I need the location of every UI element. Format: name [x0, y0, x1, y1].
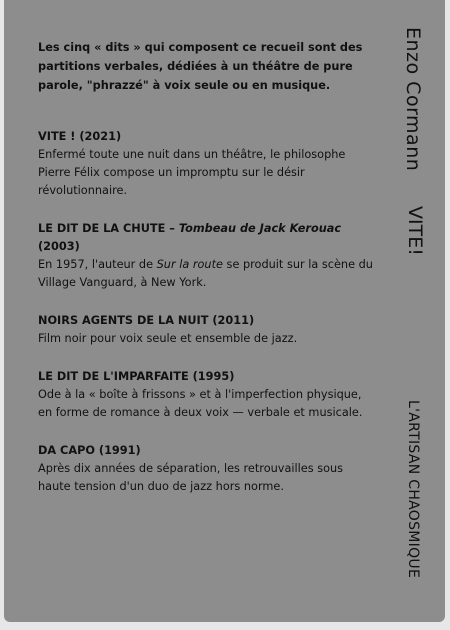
work-item-noirs-agents	[38, 312, 374, 348]
work-desc-suffix: se produit sur la scène du Village Vanguard, à New York.	[38, 258, 373, 289]
work-title-suffix: (2003)	[38, 240, 80, 253]
work-title: VITE ! (2021)	[38, 130, 122, 143]
work-title: LE DIT DE L'IMPARFAITE (1995)	[38, 370, 235, 383]
work-item-le-dit-de-limparfaite	[38, 368, 374, 422]
work-item-le-dit-de-la-chute	[38, 220, 374, 292]
work-title-prefix: LE DIT DE LA CHUTE –	[38, 222, 179, 235]
book-back-cover	[4, 0, 445, 622]
work-title: NOIRS AGENTS DE LA NUIT (2011)	[38, 314, 255, 327]
work-item-vite	[38, 128, 374, 200]
spine-title: VITE!	[404, 206, 426, 256]
work-desc-italic: Sur la route	[156, 258, 223, 271]
intro-paragraph: Les cinq « dits » qui composent ce recueil sont des partitions verbales, dédiées à un théâtre de pure parole, "phrazzé" à voix seule ou en musique.	[38, 41, 363, 92]
spine-author: Enzo Cormann	[402, 27, 424, 172]
work-item-da-capo	[38, 442, 374, 496]
work-title-italic: Tombeau de Jack Kerouac	[178, 222, 342, 235]
work-description: Ode à la « boîte à frissons » et à l'imperfection physique, en forme de romance à deux voix — verbale et musicale.	[38, 388, 363, 419]
work-title	[38, 220, 374, 256]
work-description	[38, 256, 374, 292]
work-description: Film noir pour voix seule et ensemble de jazz.	[38, 332, 298, 345]
work-title: DA CAPO (1991)	[38, 444, 141, 457]
spine-publisher: L'ARTISAN CHAOSMIQUE	[405, 400, 421, 579]
back-cover-text	[38, 38, 374, 516]
work-description: Enfermé toute une nuit dans un théâtre, le philosophe Pierre Félix compose un impromptu sur le désir révolutionnaire.	[38, 148, 346, 197]
work-desc-prefix: En 1957, l'auteur de	[38, 258, 157, 271]
work-description: Après dix années de séparation, les retrouvailles sous haute tension d'un duo de jazz hors norme.	[38, 462, 344, 493]
